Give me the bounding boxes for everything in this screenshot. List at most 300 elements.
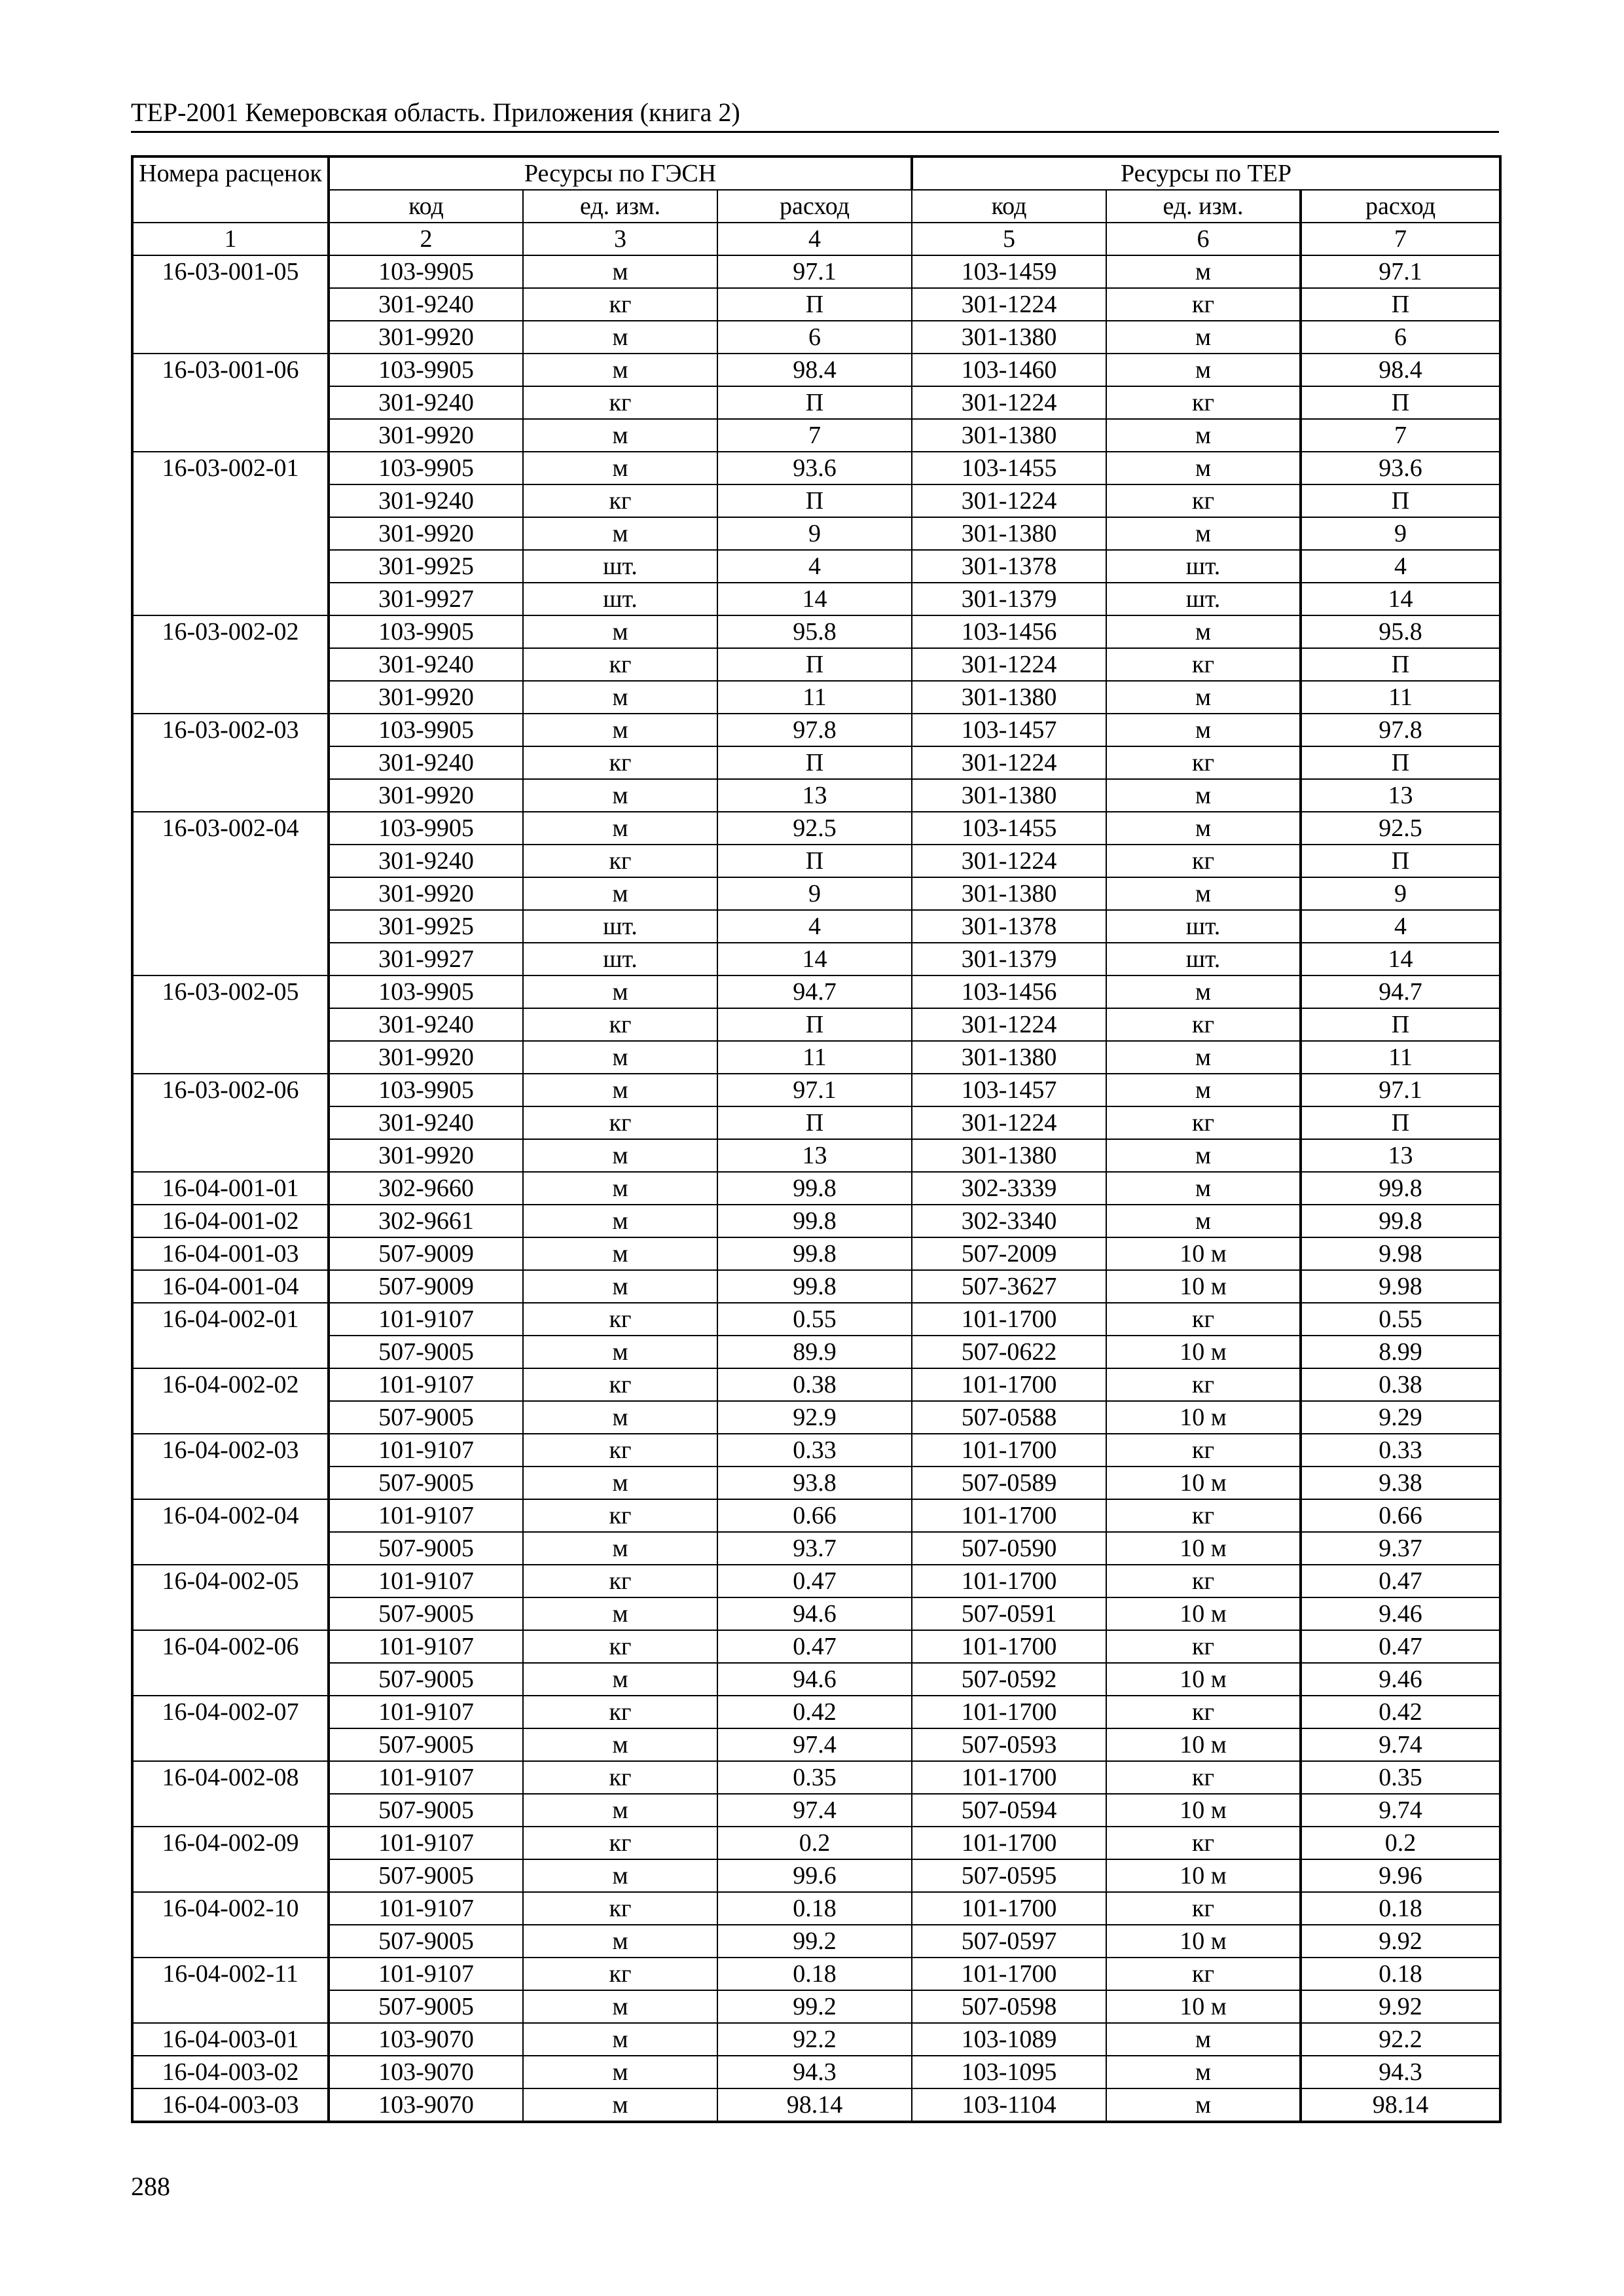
gesn-code-cell: 301-9240 [329, 845, 523, 877]
table-row [132, 1368, 1500, 1401]
ter-code-cell: 103-1455 [912, 812, 1106, 845]
column-number: 3 [523, 223, 717, 255]
ter-unit-cell: м [1106, 615, 1301, 648]
gesn-consumption-cell: 0.18 [717, 1958, 912, 1990]
gesn-consumption-cell: 89.9 [717, 1336, 912, 1368]
gesn-code-cell: 301-9920 [329, 779, 523, 812]
table-row [132, 517, 1500, 550]
ter-code-cell: 507-3627 [912, 1270, 1106, 1303]
ter-unit-cell: 10 м [1106, 1728, 1301, 1761]
ter-consumption-cell: 13 [1301, 1139, 1500, 1172]
ter-code-cell: 301-1224 [912, 845, 1106, 877]
gesn-unit-cell: кг [523, 1827, 717, 1859]
ter-consumption-cell: 9.29 [1301, 1401, 1500, 1434]
gesn-consumption-cell: 97.8 [717, 714, 912, 746]
table-row [132, 1696, 1500, 1728]
table-row [132, 1827, 1500, 1859]
ter-code-cell: 507-0598 [912, 1990, 1106, 2023]
gesn-code-cell: 301-9920 [329, 877, 523, 910]
ter-consumption-cell: П [1301, 648, 1500, 681]
gesn-code-cell: 301-9920 [329, 321, 523, 354]
ter-code-cell: 103-1457 [912, 1074, 1106, 1106]
ter-code-cell: 101-1700 [912, 1696, 1106, 1728]
ter-consumption-cell: 0.47 [1301, 1565, 1500, 1597]
gesn-consumption-cell: 99.2 [717, 1990, 912, 2023]
ter-unit-cell: м [1106, 681, 1301, 714]
rate-number-cell: 16-04-002-08 [132, 1761, 329, 1827]
gesn-unit-cell: кг [523, 1368, 717, 1401]
gesn-consumption-cell: 97.1 [717, 1074, 912, 1106]
gesn-unit-cell: кг [523, 746, 717, 779]
gesn-code-cell: 507-9005 [329, 1663, 523, 1696]
ter-consumption-cell: 9.74 [1301, 1728, 1500, 1761]
gesn-consumption-cell: 92.9 [717, 1401, 912, 1434]
ter-unit-cell: м [1106, 1139, 1301, 1172]
table-row [132, 1565, 1500, 1597]
ter-unit-cell: кг [1106, 1368, 1301, 1401]
ter-unit-cell: м [1106, 255, 1301, 288]
table-row [132, 1499, 1500, 1532]
gesn-unit-cell: кг [523, 845, 717, 877]
rate-number-cell: 16-04-001-03 [132, 1237, 329, 1270]
ter-code-cell: 507-0594 [912, 1794, 1106, 1827]
gesn-code-cell: 103-9905 [329, 452, 523, 484]
gesn-code-cell: 101-9107 [329, 1499, 523, 1532]
gesn-code-cell: 301-9240 [329, 648, 523, 681]
table-row [132, 321, 1500, 354]
gesn-unit-cell: м [523, 1401, 717, 1434]
gesn-consumption-cell: 93.7 [717, 1532, 912, 1565]
table-row [132, 419, 1500, 452]
gesn-unit-cell: кг [523, 386, 717, 419]
gesn-code-cell: 301-9920 [329, 681, 523, 714]
ter-consumption-cell: П [1301, 1106, 1500, 1139]
gesn-consumption-cell: П [717, 746, 912, 779]
ter-unit-cell: кг [1106, 1106, 1301, 1139]
table-row [132, 2056, 1500, 2088]
gesn-consumption-cell: П [717, 386, 912, 419]
gesn-unit-cell: м [523, 1532, 717, 1565]
gesn-code-cell: 507-9005 [329, 1925, 523, 1958]
gesn-consumption-cell: 97.4 [717, 1728, 912, 1761]
gesn-unit-cell: м [523, 1728, 717, 1761]
ter-code-cell: 101-1700 [912, 1630, 1106, 1663]
rate-number-cell: 16-04-002-01 [132, 1303, 329, 1368]
ter-code-cell: 507-0593 [912, 1728, 1106, 1761]
gesn-consumption-cell: 7 [717, 419, 912, 452]
ter-unit-cell: м [1106, 1074, 1301, 1106]
gesn-unit-cell: шт. [523, 550, 717, 583]
rate-number-cell: 16-04-003-03 [132, 2088, 329, 2122]
gesn-code-cell: 103-9905 [329, 714, 523, 746]
ter-consumption-cell: П [1301, 386, 1500, 419]
ter-unit-cell: 10 м [1106, 1532, 1301, 1565]
ter-unit-cell: м [1106, 812, 1301, 845]
ter-unit-cell: м [1106, 1041, 1301, 1074]
table-row [132, 779, 1500, 812]
gesn-code-cell: 301-9927 [329, 943, 523, 975]
ter-unit-cell: м [1106, 2023, 1301, 2056]
ter-consumption-cell: 4 [1301, 910, 1500, 943]
ter-unit-cell: кг [1106, 1630, 1301, 1663]
gesn-code-cell: 301-9240 [329, 746, 523, 779]
gesn-consumption-cell: 11 [717, 1041, 912, 1074]
ter-code-cell: 301-1224 [912, 1106, 1106, 1139]
ter-code-header: код [912, 190, 1106, 223]
ter-consumption-cell: П [1301, 288, 1500, 321]
ter-unit-cell: м [1106, 1172, 1301, 1205]
ter-unit-cell: кг [1106, 484, 1301, 517]
rates-header: Номера расценок [132, 156, 329, 223]
table-row [132, 1336, 1500, 1368]
column-number: 6 [1106, 223, 1301, 255]
gesn-consumption-cell: 97.1 [717, 255, 912, 288]
gesn-unit-cell: м [523, 452, 717, 484]
ter-consumption-cell: П [1301, 1008, 1500, 1041]
gesn-unit-cell: м [523, 1597, 717, 1630]
gesn-consumption-cell: П [717, 845, 912, 877]
ter-code-cell: 103-1456 [912, 615, 1106, 648]
ter-unit-cell: кг [1106, 1892, 1301, 1925]
gesn-code-cell: 103-9070 [329, 2023, 523, 2056]
gesn-unit-cell: м [523, 1336, 717, 1368]
gesn-unit-cell: м [523, 975, 717, 1008]
gesn-code-cell: 103-9070 [329, 2088, 523, 2122]
rate-number-cell: 16-04-002-06 [132, 1630, 329, 1696]
gesn-consumption-cell: 99.8 [717, 1237, 912, 1270]
gesn-unit-cell: кг [523, 288, 717, 321]
gesn-code-cell: 101-9107 [329, 1696, 523, 1728]
ter-unit-cell: кг [1106, 1499, 1301, 1532]
ter-unit-cell: 10 м [1106, 1925, 1301, 1958]
gesn-unit-cell: м [523, 877, 717, 910]
gesn-code-cell: 507-9005 [329, 1336, 523, 1368]
gesn-consumption-cell: П [717, 648, 912, 681]
rate-number-cell: 16-04-003-01 [132, 2023, 329, 2056]
gesn-consumption-cell: 98.4 [717, 354, 912, 386]
ter-consumption-cell: 9.46 [1301, 1597, 1500, 1630]
ter-code-cell: 507-0622 [912, 1336, 1106, 1368]
ter-code-cell: 101-1700 [912, 1565, 1106, 1597]
ter-code-cell: 507-0595 [912, 1859, 1106, 1892]
gesn-code-cell: 101-9107 [329, 1434, 523, 1467]
table-row [132, 1467, 1500, 1499]
ter-consumption-cell: 9.98 [1301, 1270, 1500, 1303]
table-row [132, 746, 1500, 779]
ter-consumption-cell: 9 [1301, 877, 1500, 910]
ter-unit-cell: 10 м [1106, 1663, 1301, 1696]
ter-unit-cell: кг [1106, 648, 1301, 681]
ter-unit-cell: кг [1106, 1827, 1301, 1859]
ter-consumption-cell: 0.38 [1301, 1368, 1500, 1401]
gesn-consumption-cell: 9 [717, 517, 912, 550]
gesn-code-cell: 507-9009 [329, 1270, 523, 1303]
gesn-consumption-cell: 99.8 [717, 1205, 912, 1237]
rate-number-cell: 16-04-002-09 [132, 1827, 329, 1892]
gesn-consumption-cell: 98.14 [717, 2088, 912, 2122]
gesn-code-cell: 301-9920 [329, 419, 523, 452]
ter-consumption-cell: 9.96 [1301, 1859, 1500, 1892]
gesn-consumption-cell: 4 [717, 910, 912, 943]
ter-code-cell: 301-1380 [912, 1139, 1106, 1172]
ter-unit-cell: 10 м [1106, 1794, 1301, 1827]
rate-number-cell: 16-04-002-05 [132, 1565, 329, 1630]
table-row [132, 1237, 1500, 1270]
ter-code-cell: 101-1700 [912, 1368, 1106, 1401]
gesn-consumption-cell: 11 [717, 681, 912, 714]
gesn-consumption-cell: 0.33 [717, 1434, 912, 1467]
ter-code-cell: 103-1089 [912, 2023, 1106, 2056]
table-row [132, 1925, 1500, 1958]
gesn-code-cell: 507-9005 [329, 1401, 523, 1434]
ter-code-cell: 507-0589 [912, 1467, 1106, 1499]
gesn-code-cell: 507-9005 [329, 1597, 523, 1630]
column-number: 5 [912, 223, 1106, 255]
table-row [132, 877, 1500, 910]
ter-code-cell: 103-1104 [912, 2088, 1106, 2122]
table-row [132, 1794, 1500, 1827]
table-row [132, 943, 1500, 975]
rate-number-cell: 16-03-002-04 [132, 812, 329, 975]
ter-unit-cell: м [1106, 517, 1301, 550]
ter-code-cell: 101-1700 [912, 1499, 1106, 1532]
table-row [132, 1106, 1500, 1139]
gesn-unit-cell: м [523, 1172, 717, 1205]
table-row [132, 1074, 1500, 1106]
gesn-code-cell: 101-9107 [329, 1565, 523, 1597]
gesn-consumption-cell: 0.38 [717, 1368, 912, 1401]
ter-code-cell: 301-1380 [912, 681, 1106, 714]
table-row [132, 1041, 1500, 1074]
gesn-code-cell: 301-9240 [329, 386, 523, 419]
ter-code-cell: 103-1459 [912, 255, 1106, 288]
table-body [132, 255, 1500, 2122]
gesn-consumption-cell: 14 [717, 943, 912, 975]
table-row [132, 1990, 1500, 2023]
ter-consumption-cell: П [1301, 845, 1500, 877]
rate-number-cell: 16-04-001-04 [132, 1270, 329, 1303]
table-row [132, 550, 1500, 583]
gesn-unit-cell: м [523, 354, 717, 386]
ter-unit-cell: м [1106, 1205, 1301, 1237]
ter-consumption-cell: 0.47 [1301, 1630, 1500, 1663]
rate-number-cell: 16-04-002-11 [132, 1958, 329, 2023]
gesn-unit-cell: м [523, 1074, 717, 1106]
gesn-code-cell: 103-9905 [329, 812, 523, 845]
gesn-code-cell: 301-9240 [329, 484, 523, 517]
table-row [132, 1761, 1500, 1794]
gesn-code-cell: 301-9925 [329, 550, 523, 583]
gesn-code-cell: 103-9070 [329, 2056, 523, 2088]
gesn-consumption-cell: 0.47 [717, 1565, 912, 1597]
gesn-code-cell: 103-9905 [329, 615, 523, 648]
ter-consumption-cell: 0.42 [1301, 1696, 1500, 1728]
ter-unit-cell: кг [1106, 386, 1301, 419]
ter-unit-cell: кг [1106, 845, 1301, 877]
page-header: ТЕР-2001 Кемеровская область. Приложения (книга 2) [131, 98, 740, 127]
gesn-consumption-cell: 93.6 [717, 452, 912, 484]
table-row [132, 1892, 1500, 1925]
gesn-consumption-cell: 94.7 [717, 975, 912, 1008]
table-head [132, 156, 1500, 255]
ter-unit-cell: м [1106, 714, 1301, 746]
gesn-code-cell: 101-9107 [329, 1368, 523, 1401]
ter-consumption-cell: 9.92 [1301, 1925, 1500, 1958]
table-row [132, 648, 1500, 681]
gesn-consumption-cell: 94.3 [717, 2056, 912, 2088]
ter-code-cell: 103-1456 [912, 975, 1106, 1008]
gesn-unit-cell: кг [523, 1434, 717, 1467]
ter-code-cell: 101-1700 [912, 1303, 1106, 1336]
table-row [132, 2023, 1500, 2056]
ter-consumption-cell: 0.33 [1301, 1434, 1500, 1467]
ter-consumption-cell: П [1301, 484, 1500, 517]
gesn-code-cell: 301-9240 [329, 288, 523, 321]
ter-consumption-cell: 9.37 [1301, 1532, 1500, 1565]
ter-unit-cell: м [1106, 975, 1301, 1008]
ter-unit-cell: кг [1106, 746, 1301, 779]
ter-code-cell: 103-1460 [912, 354, 1106, 386]
ter-consumption-cell: 0.2 [1301, 1827, 1500, 1859]
ter-code-cell: 301-1380 [912, 1041, 1106, 1074]
header-rule [131, 131, 1499, 133]
ter-unit-cell: 10 м [1106, 1336, 1301, 1368]
ter-unit-cell: м [1106, 877, 1301, 910]
ter-code-cell: 103-1457 [912, 714, 1106, 746]
table-row [132, 1303, 1500, 1336]
gesn-unit-cell: м [523, 2088, 717, 2122]
gesn-code-cell: 101-9107 [329, 1303, 523, 1336]
gesn-unit-cell: м [523, 419, 717, 452]
ter-consumption-cell: П [1301, 746, 1500, 779]
gesn-consumption-header: расход [717, 190, 912, 223]
rate-number-cell: 16-03-002-03 [132, 714, 329, 812]
rate-number-cell: 16-04-002-07 [132, 1696, 329, 1761]
gesn-unit-cell: м [523, 615, 717, 648]
table-row [132, 845, 1500, 877]
gesn-code-cell: 301-9925 [329, 910, 523, 943]
ter-unit-cell: кг [1106, 1761, 1301, 1794]
gesn-unit-cell: кг [523, 1958, 717, 1990]
gesn-unit-cell: м [523, 517, 717, 550]
ter-code-cell: 101-1700 [912, 1958, 1106, 1990]
rate-number-cell: 16-04-002-10 [132, 1892, 329, 1958]
ter-code-cell: 507-0591 [912, 1597, 1106, 1630]
gesn-code-cell: 507-9005 [329, 1990, 523, 2023]
gesn-unit-cell: м [523, 1925, 717, 1958]
gesn-unit-cell: м [523, 1270, 717, 1303]
gesn-unit-cell: кг [523, 648, 717, 681]
rate-number-cell: 16-04-002-04 [132, 1499, 329, 1565]
ter-consumption-cell: 6 [1301, 321, 1500, 354]
table-row [132, 1859, 1500, 1892]
gesn-consumption-cell: 14 [717, 583, 912, 615]
resources-table-container [131, 155, 1499, 2123]
ter-unit-cell: кг [1106, 1303, 1301, 1336]
ter-consumption-cell: 9 [1301, 517, 1500, 550]
gesn-code-cell: 507-9005 [329, 1532, 523, 1565]
gesn-code-cell: 507-9005 [329, 1728, 523, 1761]
table-row [132, 1172, 1500, 1205]
gesn-consumption-cell: П [717, 1008, 912, 1041]
ter-unit-cell: шт. [1106, 910, 1301, 943]
ter-code-cell: 507-0597 [912, 1925, 1106, 1958]
ter-unit-cell: 10 м [1106, 1237, 1301, 1270]
ter-code-cell: 302-3339 [912, 1172, 1106, 1205]
ter-consumption-cell: 94.3 [1301, 2056, 1500, 2088]
ter-consumption-cell: 99.8 [1301, 1172, 1500, 1205]
ter-code-cell: 507-2009 [912, 1237, 1106, 1270]
ter-consumption-cell: 8.99 [1301, 1336, 1500, 1368]
gesn-unit-cell: кг [523, 1696, 717, 1728]
ter-code-cell: 301-1224 [912, 746, 1106, 779]
column-number: 2 [329, 223, 523, 255]
gesn-unit-cell: кг [523, 1499, 717, 1532]
column-number: 4 [717, 223, 912, 255]
gesn-unit-cell: м [523, 779, 717, 812]
ter-code-cell: 101-1700 [912, 1761, 1106, 1794]
ter-consumption-cell: 14 [1301, 583, 1500, 615]
gesn-consumption-cell: 0.55 [717, 1303, 912, 1336]
ter-unit-cell: кг [1106, 1696, 1301, 1728]
ter-unit-cell: 10 м [1106, 1467, 1301, 1499]
gesn-code-cell: 507-9005 [329, 1794, 523, 1827]
rate-number-cell: 16-03-002-05 [132, 975, 329, 1074]
ter-consumption-cell: 0.55 [1301, 1303, 1500, 1336]
ter-consumption-cell: 11 [1301, 681, 1500, 714]
ter-consumption-cell: 14 [1301, 943, 1500, 975]
table-row [132, 1532, 1500, 1565]
table-row [132, 1008, 1500, 1041]
gesn-unit-cell: шт. [523, 943, 717, 975]
table-row [132, 812, 1500, 845]
table-row [132, 583, 1500, 615]
gesn-unit-cell: шт. [523, 583, 717, 615]
rate-number-cell: 16-04-001-02 [132, 1205, 329, 1237]
gesn-code-cell: 101-9107 [329, 1892, 523, 1925]
ter-code-cell: 301-1379 [912, 943, 1106, 975]
page-number: 288 [131, 2172, 170, 2201]
gesn-consumption-cell: 97.4 [717, 1794, 912, 1827]
table-row [132, 681, 1500, 714]
table-row [132, 975, 1500, 1008]
ter-consumption-cell: 94.7 [1301, 975, 1500, 1008]
ter-unit-cell: м [1106, 2056, 1301, 2088]
gesn-code-cell: 301-9920 [329, 517, 523, 550]
gesn-unit-cell: м [523, 255, 717, 288]
ter-unit-cell: кг [1106, 1565, 1301, 1597]
gesn-unit-cell: м [523, 1237, 717, 1270]
rate-number-cell: 16-04-003-02 [132, 2056, 329, 2088]
gesn-consumption-cell: 0.2 [717, 1827, 912, 1859]
ter-consumption-cell: 93.6 [1301, 452, 1500, 484]
rate-number-cell: 16-03-001-05 [132, 255, 329, 354]
ter-consumption-cell: 0.66 [1301, 1499, 1500, 1532]
ter-consumption-cell: 92.5 [1301, 812, 1500, 845]
ter-unit-cell: кг [1106, 1008, 1301, 1041]
gesn-consumption-cell: 0.42 [717, 1696, 912, 1728]
gesn-code-cell: 103-9905 [329, 975, 523, 1008]
gesn-unit-cell: м [523, 1205, 717, 1237]
table-row [132, 1205, 1500, 1237]
gesn-consumption-cell: 0.66 [717, 1499, 912, 1532]
gesn-consumption-cell: 6 [717, 321, 912, 354]
ter-unit-cell: м [1106, 452, 1301, 484]
column-number: 7 [1301, 223, 1500, 255]
ter-unit-header: ед. изм. [1106, 190, 1301, 223]
ter-unit-cell: 10 м [1106, 1401, 1301, 1434]
ter-unit-cell: шт. [1106, 583, 1301, 615]
